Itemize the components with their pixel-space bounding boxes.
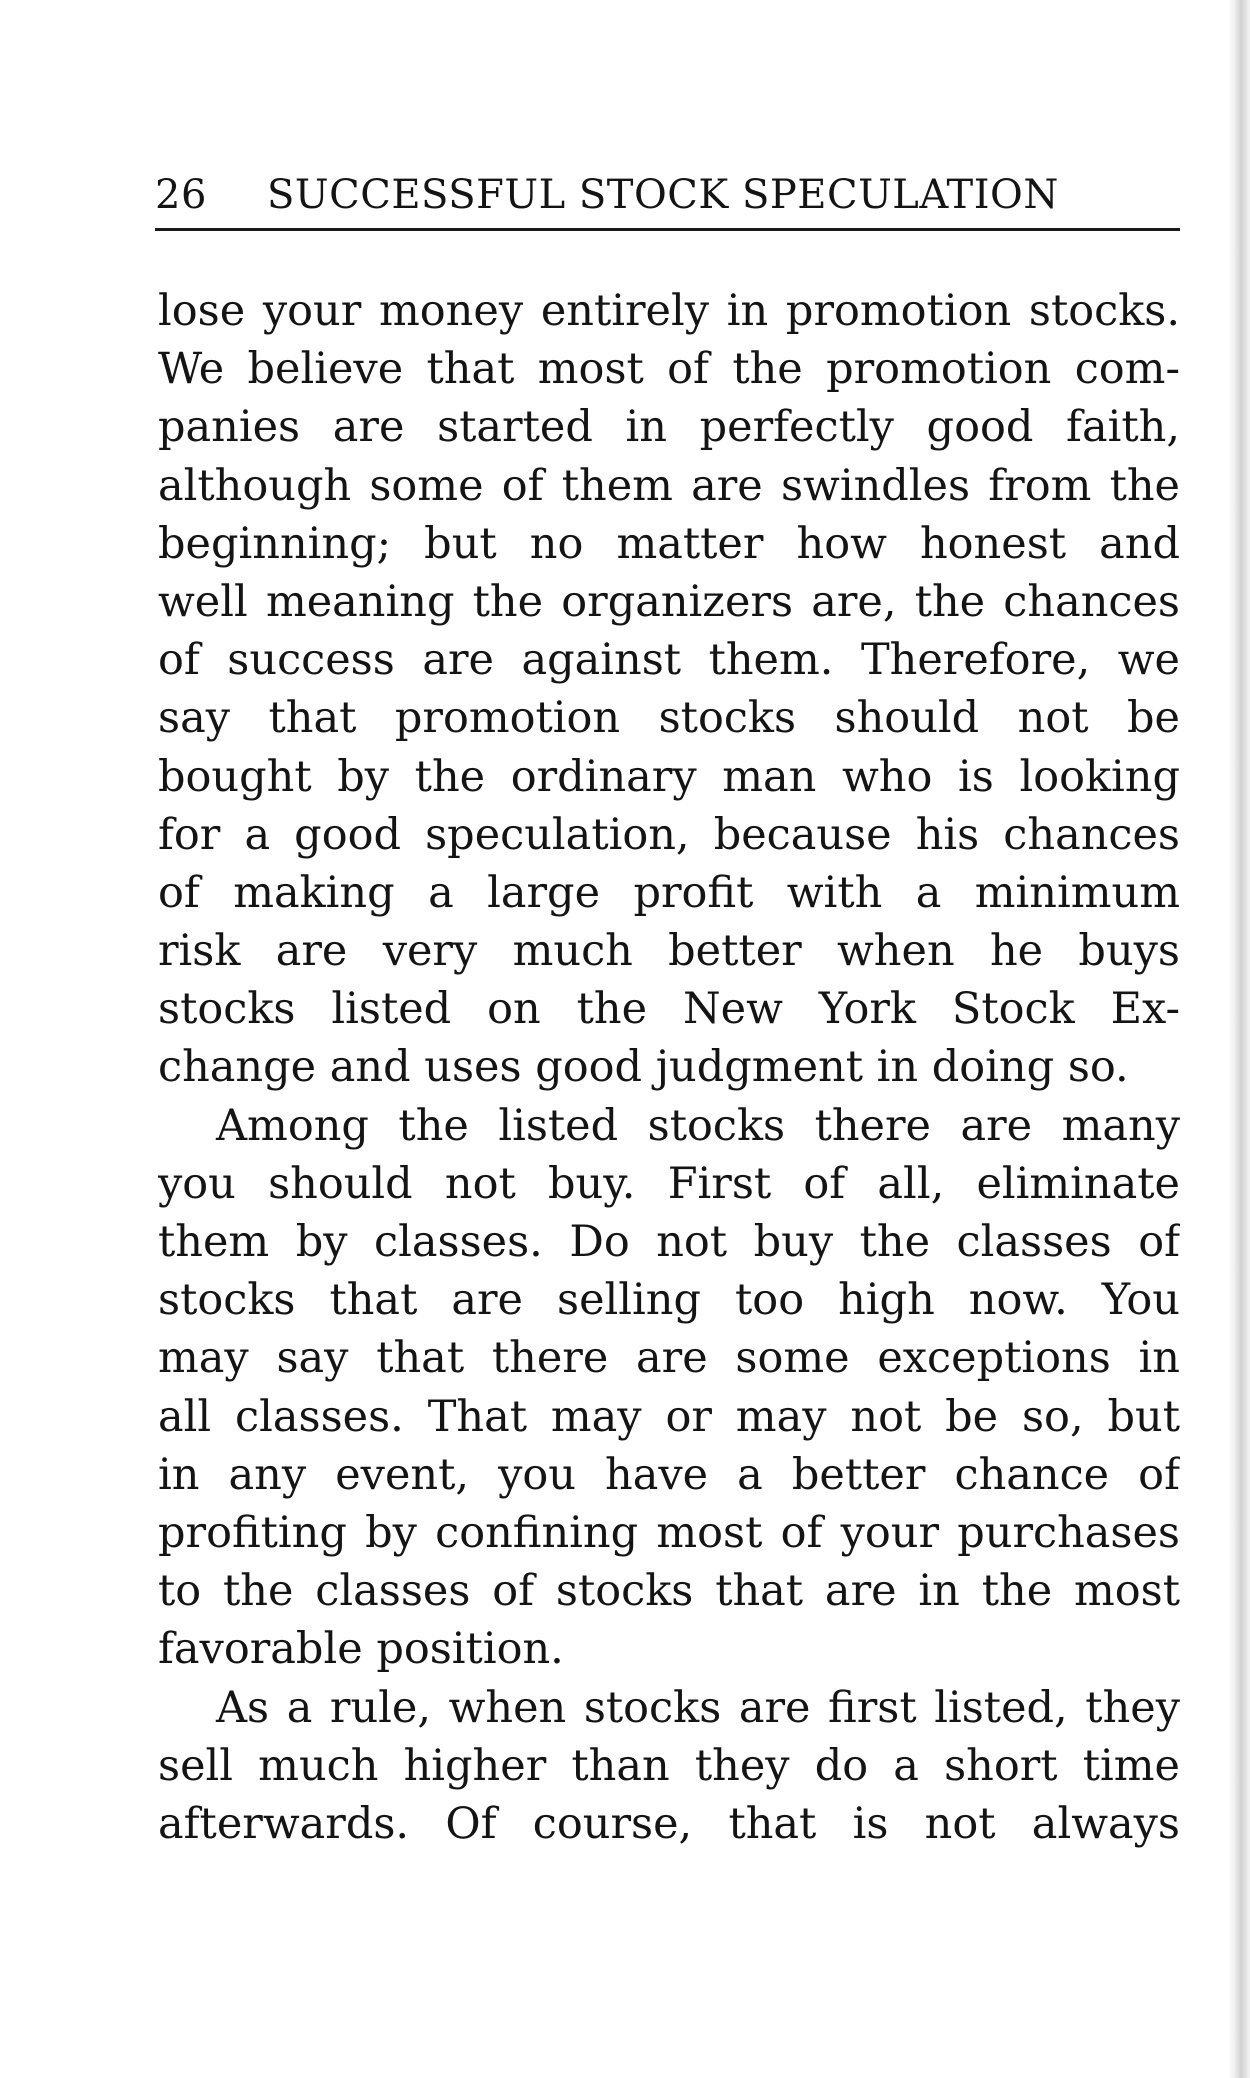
text-line: sell much higher than they do a short time [158,1740,1180,1791]
text-line: profiting by confining most of your purchases [158,1507,1180,1558]
text-line: say that promotion stocks should not be [158,693,1180,744]
text-line: although some of them are swindles from the [158,460,1180,511]
text-line: lose your money entirely in promotion stocks. [158,286,1180,336]
text-line: you should not buy. First of all, eliminate [158,1158,1180,1209]
text-line: risk are very much better when he buys [158,926,1180,977]
text-line: stocks listed on the New York Stock Ex- [158,984,1180,1035]
text-line: We believe that most of the promotion com- [158,344,1180,395]
text-line: for a good speculation, because his chances [158,809,1180,860]
text-line: of making a large profit with a minimum [158,867,1180,918]
running-title: SUCCESSFUL STOCK SPECULATION [267,172,1059,218]
text-line: favorable position. [158,1624,564,1675]
page-edge-shadow [1228,0,1250,2078]
text-line: well meaning the organizers are, the chances [158,576,1180,627]
text-line: all classes. That may or may not be so, but [158,1391,1180,1442]
text-line: to the classes of stocks that are in the most [158,1566,1180,1617]
text-line: change and uses good judgment in doing so. [158,1042,1129,1093]
text-line: afterwards. Of course, that is not always [158,1798,1180,1849]
text-line: stocks that are selling too high now. You [158,1275,1180,1326]
text-line: bought by the ordinary man who is looking [158,751,1180,802]
text-line: panies are started in perfectly good faith, [158,402,1180,453]
text-line: of success are against them. Therefore, we [158,635,1180,686]
paragraph-first-line: As a rule, when stocks are first listed, they [216,1682,1180,1733]
paragraph-first-line: Among the listed stocks there are many [216,1100,1180,1151]
text-line: in any event, you have a better chance of [158,1449,1180,1500]
header-rule [155,228,1180,231]
page-number: 26 [155,172,207,218]
text-line: them by classes. Do not buy the classes of [158,1217,1180,1267]
running-head [155,170,1180,220]
text-line: may say that there are some exceptions in [158,1333,1180,1384]
text-line: beginning; but no matter how honest and [158,518,1180,569]
body-text [158,282,1180,1853]
